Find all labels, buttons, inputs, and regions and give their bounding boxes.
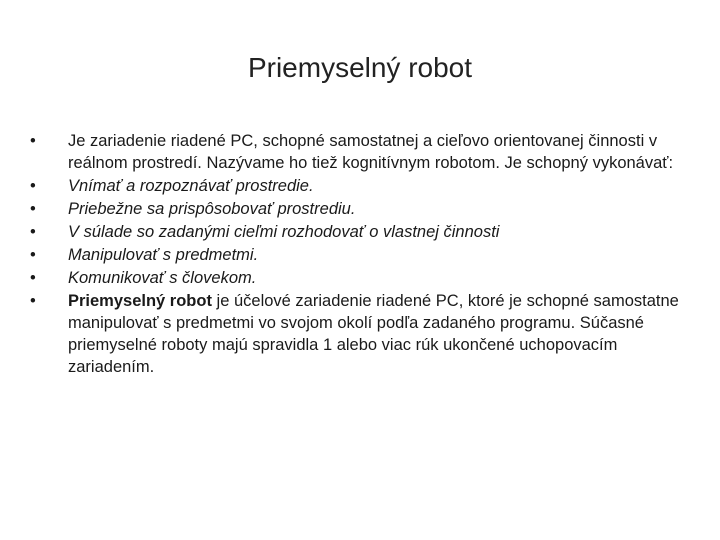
bullet-icon: •: [30, 223, 36, 241]
bullet-icon: •: [30, 177, 36, 195]
bullet-item-communicate: [30, 267, 690, 289]
bullet-text: Manipulovať s predmetmi.: [68, 246, 259, 264]
bullet-icon: •: [30, 269, 36, 287]
bullet-text: Priebežne sa prispôsobovať prostrediu.: [68, 200, 356, 218]
bullet-item-manipulate: [30, 244, 690, 266]
slide-title: Priemyselný robot: [247, 52, 473, 83]
bullet-item-perceive: [30, 175, 690, 197]
bullet-text: je účelové zariadenie riadené PC, ktoré je schopné samostatne manipulovať s predmetmi vo svojom okolí podľa zadaného programu. Súčasné priemyselné roboty majú spravidla 1 alebo viac rúk ukončené uchopovacím zariadením.: [68, 292, 679, 376]
bullet-icon: •: [30, 246, 36, 264]
bullet-icon: •: [30, 132, 36, 150]
bullet-item-definition: [30, 130, 690, 174]
bullet-text: Vnímať a rozpoznávať prostredie.: [68, 177, 314, 195]
bullet-item-decide: [30, 221, 690, 243]
bullet-list: [30, 130, 690, 379]
bullet-term: Priemyselný robot: [68, 292, 212, 310]
bullet-text: V súlade so zadanými cieľmi rozhodovať o vlastnej činnosti: [68, 223, 500, 241]
bullet-icon: •: [30, 200, 36, 218]
bullet-text: Komunikovať s človekom.: [68, 269, 257, 287]
bullet-icon: •: [30, 292, 36, 310]
bullet-item-industrial-robot: [30, 290, 690, 378]
bullet-text: Je zariadenie riadené PC, schopné samostatnej a cieľovo orientovanej činnosti v reálnom prostredí. Nazývame ho tiež kognitívnym robotom. Je schopný vykonávať:: [68, 132, 674, 172]
bullet-item-adapt: [30, 198, 690, 220]
